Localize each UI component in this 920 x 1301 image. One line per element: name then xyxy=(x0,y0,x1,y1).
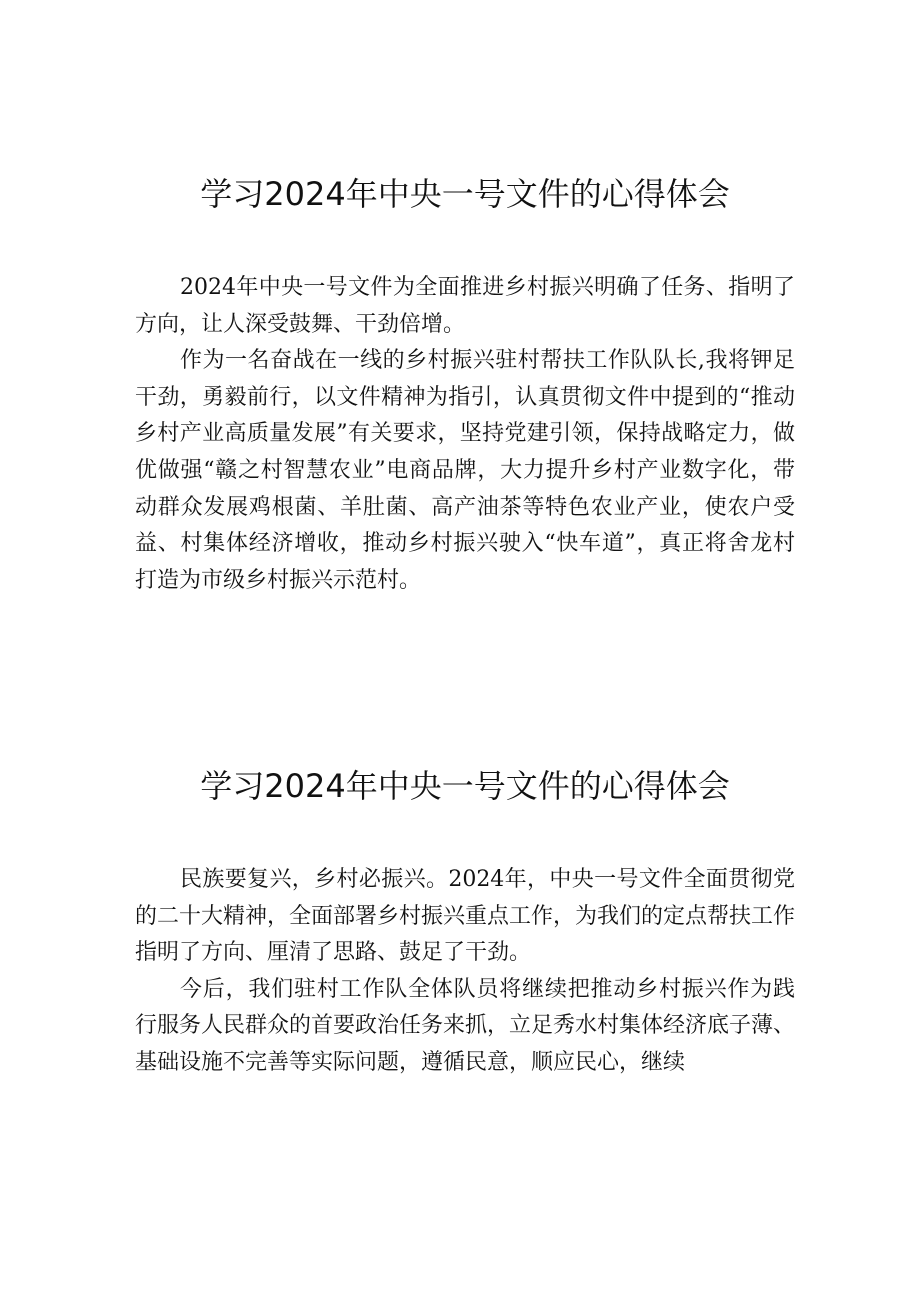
article-section-1 xyxy=(135,168,795,599)
paragraph: 作为一名奋战在一线的乡村振兴驻村帮扶工作队队长,我将钾足干劲，勇毅前行，以文件精神为指引，认真贯彻文件中提到的“推动乡村产业高质量发展”有关要求，坚持党建引领，保持战略定力，做优做强“赣之村智慧农业”电商品牌，大力提升乡村产业数字化，带动群众发展鸡根菌、羊肚菌、高产油茶等特色农业产业，使农户受益、村集体经济增收，推动乡村振兴驶入“快车道”，真正将舍龙村打造为市级乡村振兴示范村。 xyxy=(135,348,795,593)
paragraph: 今后，我们驻村工作队全体队员将继续把推动乡村振兴作为践行服务人民群众的首要政治任务来抓，立足秀水村集体经济底子薄、基础设施不完善等实际问题，遵循民意，顺应民心，继续 xyxy=(135,976,796,1075)
paragraph: 民族要复兴，乡村必振兴。2024年，中央一号文件全面贯彻党的二十大精神，全面部署乡村振兴重点工作，为我们的定点帮扶工作指明了方向、厘清了思路、鼓足了干劲。 xyxy=(135,867,796,966)
article-title: 学习2024年中央一号文件的心得体会 xyxy=(200,175,730,213)
article-body xyxy=(135,270,795,599)
article-section-2 xyxy=(135,760,795,1082)
article-title: 学习2024年中央一号文件的心得体会 xyxy=(200,767,730,805)
article-body xyxy=(135,862,795,1082)
paragraph: 2024年中央一号文件为全面推进乡村振兴明确了任务、指明了方向，让人深受鼓舞、干劲倍增。 xyxy=(135,275,795,337)
